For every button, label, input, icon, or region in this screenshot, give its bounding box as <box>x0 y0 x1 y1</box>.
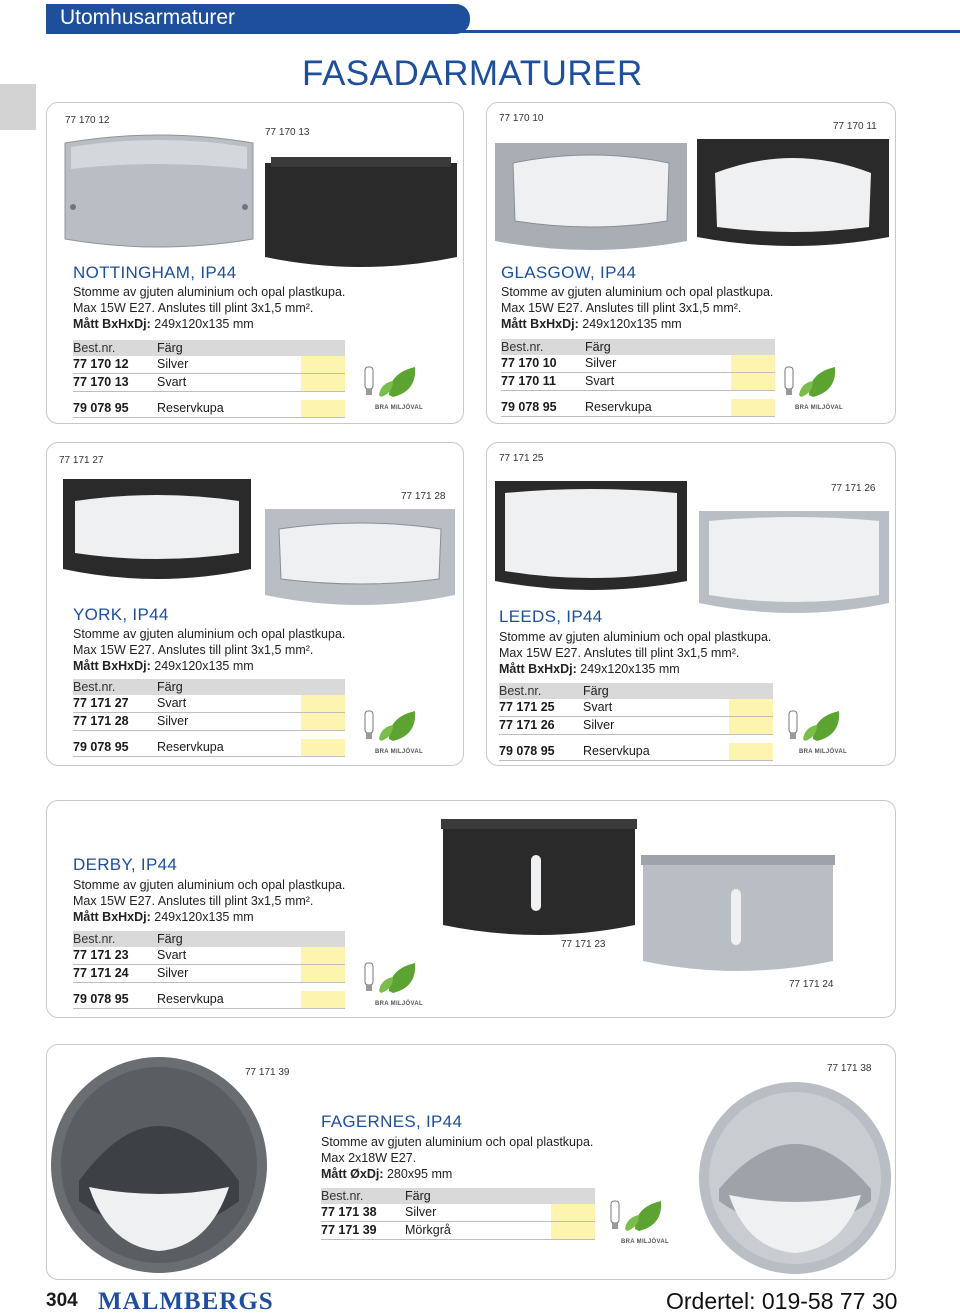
table-row: 77 171 26 Silver <box>499 717 773 735</box>
order-table: Best.nr. Färg 77 171 38 Silver 77 171 39 Mörkgrå <box>321 1188 595 1240</box>
product-name: LEEDS, IP44 <box>499 607 603 626</box>
image-label: 77 170 12 <box>65 115 110 126</box>
table-row: 77 171 28 Silver <box>73 713 345 731</box>
product-panel-fagernes <box>46 1044 896 1280</box>
product-name: FAGERNES, IP44 <box>321 1112 463 1131</box>
york-silver-image <box>261 503 459 615</box>
eco-label-badge: BRA MILJÖVAL <box>359 361 429 415</box>
leaf-bulb-icon <box>359 361 429 405</box>
table-row: 77 171 38 Silver <box>321 1204 595 1222</box>
nottingham-silver-image <box>61 129 257 255</box>
image-label: 77 170 11 <box>833 121 877 132</box>
leeds-silver-image <box>695 505 893 623</box>
order-table: Best.nr. Färg 77 171 23 Svart 77 171 24 Silver 79 078 95 Reservkupa <box>73 931 345 1009</box>
eco-label-badge: BRA MILJÖVAL <box>783 705 853 759</box>
order-phone: Ordertel: 019-58 77 30 <box>666 1288 898 1314</box>
image-label: 77 171 23 <box>561 939 606 950</box>
table-row: 79 078 95 Reservkupa <box>73 739 345 757</box>
table-row: 77 170 10 Silver <box>501 355 775 373</box>
leaf-bulb-icon <box>359 957 429 1001</box>
product-name: NOTTINGHAM, IP44 <box>73 263 237 282</box>
product-name: GLASGOW, IP44 <box>501 263 637 282</box>
order-table: Best.nr. Färg 77 171 25 Svart 77 171 26 Silver 79 078 95 Reservkupa <box>499 683 773 761</box>
table-row: 77 171 23 Svart <box>73 947 345 965</box>
order-table: Best.nr. Färg 77 171 27 Svart 77 171 28 Silver 79 078 95 Reservkupa <box>73 679 345 757</box>
image-label: 77 171 27 <box>59 455 104 466</box>
section-title: Utomhusarmaturer <box>60 6 236 29</box>
brand-logo: MALMBERGS <box>98 1288 274 1314</box>
leeds-black-image <box>491 475 691 599</box>
image-label: 77 171 25 <box>499 453 544 464</box>
eco-label-badge: BRA MILJÖVAL <box>779 361 849 415</box>
product-panel-glasgow <box>486 102 896 424</box>
derby-silver-image <box>639 853 837 981</box>
product-description: Stomme av gjuten aluminium och opal plastkupa. Max 15W E27. Anslutes till plint 3x1,5 mm². Mått BxHxDj: 249x120x135 mm <box>73 878 346 924</box>
table-row: 79 078 95 Reservkupa <box>501 399 775 417</box>
image-label: 77 170 10 <box>499 113 544 124</box>
product-panel-nottingham <box>46 102 464 424</box>
glasgow-silver-image <box>491 137 691 259</box>
derby-black-image <box>439 817 639 945</box>
side-tab <box>0 84 36 130</box>
eco-label-badge: BRA MILJÖVAL <box>359 705 429 759</box>
eco-label-badge: BRA MILJÖVAL <box>605 1195 675 1249</box>
fagernes-silver-image <box>695 1079 895 1277</box>
page-heading: FASADARMATURER <box>302 54 643 93</box>
image-label: 77 171 28 <box>401 491 446 502</box>
table-row: 77 171 24 Silver <box>73 965 345 983</box>
table-row: 77 170 11 Svart <box>501 373 775 391</box>
product-name: YORK, IP44 <box>73 605 169 624</box>
image-label: 77 171 26 <box>831 483 876 494</box>
york-black-image <box>59 473 255 589</box>
table-row: 77 170 13 Svart <box>73 374 345 392</box>
product-description: Stomme av gjuten aluminium och opal plastkupa. Max 15W E27. Anslutes till plint 3x1,5 mm². Mått BxHxDj: 249x120x135 mm <box>501 285 774 331</box>
product-panel-derby <box>46 800 896 1018</box>
image-label: 77 171 39 <box>245 1067 290 1078</box>
order-table: Best.nr. Färg 77 170 12 Silver 77 170 13 Svart 79 078 95 Reservkupa <box>73 340 345 418</box>
header-rule <box>46 30 960 33</box>
table-row: 77 171 39 Mörkgrå <box>321 1222 595 1240</box>
product-panel-leeds <box>486 442 896 766</box>
product-description: Stomme av gjuten aluminium och opal plastkupa. Max 15W E27. Anslutes till plint 3x1,5 mm². Mått BxHxDj: 249x120x135 mm <box>73 627 346 673</box>
image-label: 77 171 24 <box>789 979 834 990</box>
table-row: 77 171 27 Svart <box>73 695 345 713</box>
product-description: Stomme av gjuten aluminium och opal plastkupa. Max 2x18W E27. Mått ØxDj: 280x95 mm <box>321 1135 594 1181</box>
page-number: 304 <box>46 1290 78 1311</box>
image-label: 77 170 13 <box>265 127 310 138</box>
table-row: 79 078 95 Reservkupa <box>73 400 345 418</box>
table-row: 79 078 95 Reservkupa <box>73 991 345 1009</box>
leaf-bulb-icon <box>783 705 853 749</box>
product-description: Stomme av gjuten aluminium och opal plastkupa. Max 15W E27. Anslutes till plint 3x1,5 mm². Mått BxHxDj: 249x120x135 mm <box>499 630 772 676</box>
image-label: 77 171 38 <box>827 1063 872 1074</box>
table-row: 77 171 25 Svart <box>499 699 773 717</box>
leaf-bulb-icon <box>605 1195 675 1239</box>
nottingham-black-image <box>261 153 461 275</box>
eco-label-badge: BRA MILJÖVAL <box>359 957 429 1011</box>
order-table: Best.nr. Färg 77 170 10 Silver 77 170 11 Svart 79 078 95 Reservkupa <box>501 339 775 417</box>
product-description: Stomme av gjuten aluminium och opal plastkupa. Max 15W E27. Anslutes till plint 3x1,5 mm². Mått BxHxDj: 249x120x135 mm <box>73 285 346 331</box>
fagernes-darkgrey-image <box>49 1051 273 1279</box>
leaf-bulb-icon <box>779 361 849 405</box>
table-row: 79 078 95 Reservkupa <box>499 743 773 761</box>
product-panel-york <box>46 442 464 766</box>
product-name: DERBY, IP44 <box>73 855 178 874</box>
table-row: 77 170 12 Silver <box>73 356 345 374</box>
glasgow-black-image <box>693 133 893 255</box>
leaf-bulb-icon <box>359 705 429 749</box>
